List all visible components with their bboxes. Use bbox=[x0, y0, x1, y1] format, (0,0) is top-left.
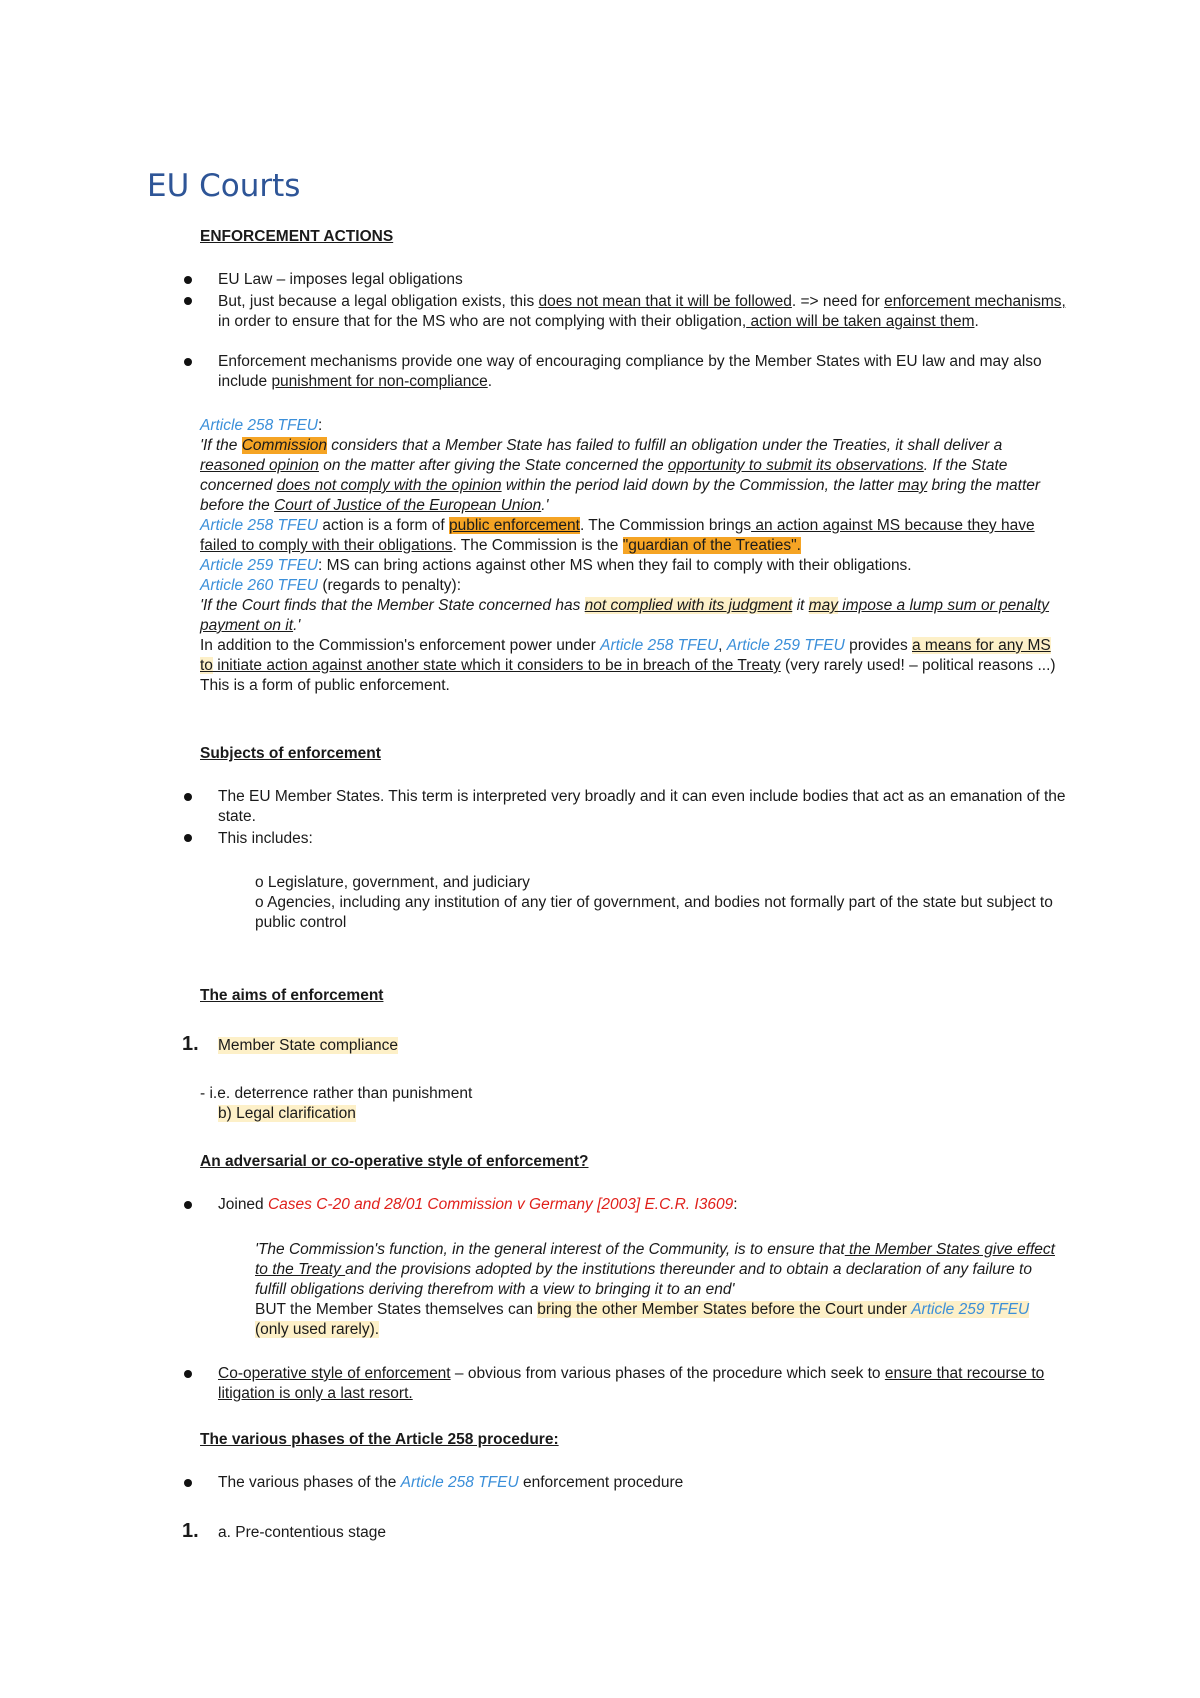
article-258-label: Article 258 TFEU: bbox=[200, 417, 323, 434]
list-item: a. Pre-contentious stage bbox=[218, 1524, 387, 1541]
sub-list bbox=[255, 873, 1055, 933]
bullet-icon bbox=[184, 276, 192, 284]
bullet-icon bbox=[184, 834, 192, 842]
section-heading-subjects: Subjects of enforcement bbox=[200, 745, 381, 762]
list-item: Enforcement mechanisms provide one way of encouraging compliance by the Member States with EU law and may also include punishment for non-compliance. bbox=[218, 353, 1042, 390]
bullet-icon bbox=[184, 297, 192, 305]
list-number: 1. bbox=[182, 1033, 199, 1055]
section-heading-enforcement-actions: ENFORCEMENT ACTIONS bbox=[200, 228, 394, 245]
list-item: This includes: bbox=[218, 830, 313, 847]
page-title: EU Courts bbox=[147, 168, 301, 204]
note-line: b) Legal clarification bbox=[218, 1105, 356, 1122]
article-260-quote: 'If the Court finds that the Member State concerned has not complied with its judgment it may impose a lump sum or penalty payment on it.' bbox=[200, 597, 1050, 634]
section-heading-aims: The aims of enforcement bbox=[200, 987, 384, 1004]
list-number: 1. bbox=[182, 1520, 199, 1542]
bullet-icon bbox=[184, 1201, 192, 1209]
list-item: Co-operative style of enforcement – obvious from various phases of the procedure which seek to ensure that recourse to litigation is only a last resort. bbox=[218, 1365, 1045, 1402]
paragraph: Article 259 TFEU: MS can bring actions against other MS when they fail to comply with their obligations. bbox=[200, 557, 912, 574]
list-item: The various phases of the Article 258 TFEU enforcement procedure bbox=[218, 1474, 684, 1491]
sub-list-item: o Agencies, including any institution of any tier of government, and bodies not formally part of the state but subject to public control bbox=[255, 894, 1053, 931]
section-heading-style: An adversarial or co-operative style of enforcement? bbox=[200, 1153, 589, 1170]
list-item: But, just because a legal obligation exists, this does not mean that it will be followed. => need for enforcement mechanisms, in order to ensure that for the MS who are not complying with their obligation, action will be taken against them. bbox=[218, 293, 1066, 330]
list-item: Member State compliance bbox=[218, 1037, 399, 1054]
paragraph: BUT the Member States themselves can bring the other Member States before the Court under Article 259 TFEU (only used rarely). bbox=[255, 1301, 1030, 1338]
section-heading-phases: The various phases of the Article 258 procedure: bbox=[200, 1431, 559, 1448]
paragraph: Article 260 TFEU (regards to penalty): bbox=[200, 577, 462, 594]
list-item: EU Law – imposes legal obligations bbox=[218, 271, 463, 288]
sub-list-item: o Legislature, government, and judiciary bbox=[255, 874, 530, 891]
paragraph: This is a form of public enforcement. bbox=[200, 677, 450, 694]
note-line: - i.e. deterrence rather than punishment bbox=[200, 1085, 473, 1102]
article-258-block bbox=[200, 416, 1060, 696]
list-item: Joined Cases C-20 and 28/01 Commission v Germany [2003] E.C.R. I3609: bbox=[218, 1196, 738, 1213]
case-quote-block bbox=[255, 1240, 1055, 1340]
paragraph: Article 258 TFEU action is a form of public enforcement. The Commission brings an action against MS because they have failed to comply with their obligations. The Commission is the "guardian of the Treaties". bbox=[200, 517, 1035, 554]
bullet-icon bbox=[184, 358, 192, 366]
aims-notes bbox=[200, 1084, 1060, 1124]
article-258-quote: 'If the Commission considers that a Member State has failed to fulfill an obligation under the Treaties, it shall deliver a reasoned opinion on the matter after giving the State concerned the opportunity to submit its observations. If the State concerned does not comply with the opinion within the period laid down by the Commission, the latter may bring the matter before the Court of Justice of the European Union.' bbox=[200, 437, 1041, 514]
bullet-icon bbox=[184, 793, 192, 801]
list-item: The EU Member States. This term is interpreted very broadly and it can even include bodies that act as an emanation of the state. bbox=[218, 788, 1066, 825]
case-quote: 'The Commission's function, in the general interest of the Community, is to ensure that the Member States give effect to the Treaty and the provisions adopted by the institutions thereunder and to obtain a declaration of any failure to fulfill obligations deriving therefrom with a view to bringing it to an end' bbox=[255, 1241, 1055, 1298]
paragraph: In addition to the Commission's enforcement power under Article 258 TFEU, Article 259 TFEU provides a means for any MS to initiate action against another state which it considers to be in breach of the Treaty (very rarely used! – political reasons ...) bbox=[200, 637, 1056, 674]
bullet-icon bbox=[184, 1370, 192, 1378]
bullet-icon bbox=[184, 1479, 192, 1487]
